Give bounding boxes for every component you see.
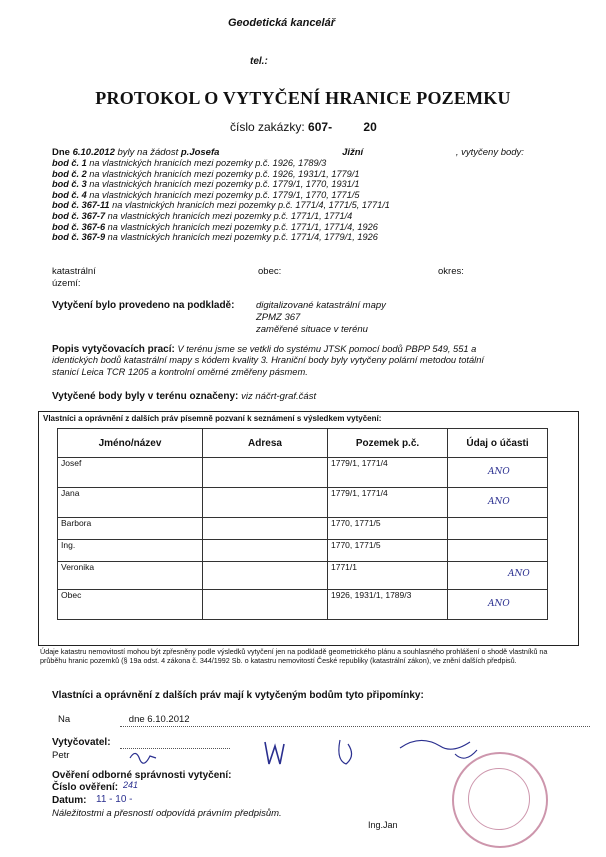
basis-item: zaměřené situace v terénu xyxy=(256,324,368,335)
owner-participation xyxy=(448,488,548,518)
point-desc: na vlastnických hranicích mezi pozemky p.č. 1771/1, 1771/4 xyxy=(107,210,353,221)
point-id: bod č. 3 xyxy=(52,179,87,190)
point-row xyxy=(52,200,390,211)
table-row xyxy=(58,518,548,540)
office-name: Geodetická kancelář xyxy=(228,17,336,29)
engineer-name: Ing.Jan xyxy=(368,820,398,830)
legal-note: Údaje katastru nemovitostí mohou být zpřesněny podle výsledků vytyčení jen na podkladě geometrického plánu a souhlasného prohlášení o shodě vlastníků na průběhu hranic pozemků (§ 19a odst. 4 zákona č. 344/1992 Sb. o katastru nemovitostí České republiky (katastrální zákon), ve znění dalších předpisů. xyxy=(40,647,548,665)
point-id: bod č. 367-7 xyxy=(52,210,106,221)
basis-item: digitalizované katastrální mapy xyxy=(256,300,386,311)
basis-item: ZPMZ 367 xyxy=(256,312,301,323)
signature-line xyxy=(120,726,590,727)
intro-tail: , vytyčeny body: xyxy=(455,147,524,158)
marking-value: viz náčrt-graf.část xyxy=(241,391,317,402)
owner-address xyxy=(203,488,328,518)
owner-name: Jana xyxy=(58,488,203,518)
owner-name: Veronika xyxy=(58,562,203,590)
surveyor-name: Petr xyxy=(52,750,70,761)
point-row xyxy=(52,190,390,201)
point-row xyxy=(52,158,390,169)
col-header-parcel: Pozemek p.č. xyxy=(328,429,448,458)
intro-line xyxy=(52,147,524,158)
cadastral-area-label: území: xyxy=(52,278,81,289)
owners-title: Vlastníci a oprávnění z dalších práv písemně pozvaní k seznámení s výsledkem vytyčení: xyxy=(43,414,382,423)
intro-text: byly na žádost xyxy=(117,147,179,158)
remarks-date: dne 6.10.2012 xyxy=(128,714,190,725)
owner-participation xyxy=(448,562,548,590)
cadastral-label: katastrální xyxy=(52,266,96,277)
owner-name: Josef xyxy=(58,458,203,488)
point-id: bod č. 4 xyxy=(52,189,87,200)
order-number-value: 607- xyxy=(308,120,333,134)
owner-address xyxy=(203,590,328,620)
verification-number-label: Číslo ověření: xyxy=(52,782,119,793)
table-row xyxy=(58,540,548,562)
remarks-place: Na xyxy=(58,714,71,725)
order-number xyxy=(230,120,377,134)
table-row xyxy=(58,562,548,590)
owner-parcel: 1771/1 xyxy=(328,562,448,590)
point-row xyxy=(52,211,390,222)
owner-address xyxy=(203,540,328,562)
owner-participation xyxy=(448,590,548,620)
description-line: identických bodů katastrální mapy s kódem kvality 3. Hraniční body byly vytyčeny polární metodou totální xyxy=(52,355,485,366)
col-header-name: Jméno/název xyxy=(58,429,203,458)
table-row xyxy=(58,488,548,518)
point-desc: na vlastnických hranicích mezi pozemky p.č. 1926, 1931/1, 1779/1 xyxy=(89,168,360,179)
point-id: bod č. 2 xyxy=(52,168,87,179)
order-number-label: číslo zakázky: xyxy=(230,120,305,134)
col-header-address: Adresa xyxy=(203,429,328,458)
point-desc: na vlastnických hranicích mezi pozemky p.č. 1771/1, 1771/4, 1926 xyxy=(107,221,378,232)
intro-date: 6.10.2012 xyxy=(72,147,115,158)
owners-header-row xyxy=(58,429,548,458)
points-list xyxy=(52,158,390,243)
owner-parcel: 1770, 1771/5 xyxy=(328,518,448,540)
point-row xyxy=(52,169,390,180)
owners-box xyxy=(38,411,579,646)
verification-footer: Náležitostmi a přesností odpovídá právním předpisům. xyxy=(52,808,282,819)
participation-handwritten: ANO xyxy=(488,467,510,477)
description-label: Popis vytyčovacích prací: xyxy=(52,344,175,355)
document-title: PROTOKOL O VYTYČENÍ HRANICE POZEMKU xyxy=(95,88,511,108)
order-year: 20 xyxy=(363,120,377,134)
table-row xyxy=(58,458,548,488)
point-id: bod č. 367-11 xyxy=(52,200,110,211)
intro-requester: p.Josefa xyxy=(180,147,220,158)
verification-number-value: 241 xyxy=(123,780,139,790)
verification-label: Ověření odborné správnosti vytyčení: xyxy=(52,770,232,781)
owner-address xyxy=(203,562,328,590)
owner-address xyxy=(203,518,328,540)
point-id: bod č. 1 xyxy=(52,158,87,168)
marking-line xyxy=(52,391,316,402)
owner-name: Ing. xyxy=(58,540,203,562)
remarks-place-date xyxy=(58,714,190,725)
description-paragraph xyxy=(52,344,562,378)
intro-dne: Dne xyxy=(52,147,70,158)
owner-participation xyxy=(448,540,548,562)
owner-parcel: 1770, 1771/5 xyxy=(328,540,448,562)
verification-date-value: 11 - 10 - xyxy=(96,794,133,805)
owner-name: Barbora xyxy=(58,518,203,540)
owner-parcel: 1779/1, 1771/4 xyxy=(328,458,448,488)
point-desc: na vlastnických hranicích mezi pozemky p.č. 1771/4, 1779/1, 1926 xyxy=(107,232,378,243)
marking-label: Vytyčené body byly v terénu označeny: xyxy=(52,391,239,402)
municipality-label: obec: xyxy=(258,266,282,277)
point-row xyxy=(52,179,390,190)
table-row xyxy=(58,590,548,620)
participation-handwritten: ANO xyxy=(488,497,510,507)
point-desc: na vlastnických hranicích mezi pozemky p.č. 1771/4, 1771/5, 1771/1 xyxy=(112,200,390,211)
col-header-participation: Údaj o účasti xyxy=(448,429,548,458)
owner-name: Obec xyxy=(58,590,203,620)
owner-participation xyxy=(448,458,548,488)
basis-label: Vytyčení bylo provedeno na podkladě: xyxy=(52,300,235,311)
owner-parcel: 1926, 1931/1, 1789/3 xyxy=(328,590,448,620)
district-label: okres: xyxy=(438,266,464,277)
participation-handwritten: ANO xyxy=(488,599,510,609)
owner-participation xyxy=(448,518,548,540)
point-row xyxy=(52,232,390,243)
point-desc: na vlastnických hranicích mezi pozemky p.č. 1779/1, 1770, 1771/5 xyxy=(89,189,360,200)
point-row xyxy=(52,222,390,233)
owner-parcel: 1779/1, 1771/4 xyxy=(328,488,448,518)
official-stamp xyxy=(452,752,548,848)
verification-date-label: Datum: xyxy=(52,795,87,806)
intro-street: Jižní xyxy=(342,147,364,158)
surveyor-label: Vytyčovatel: xyxy=(52,737,111,748)
point-desc: na vlastnických hranicích mezi pozemky p.č. 1779/1, 1770, 1931/1 xyxy=(89,179,360,190)
point-id: bod č. 367-6 xyxy=(52,221,106,232)
participation-handwritten: ANO xyxy=(508,569,530,579)
owner-address xyxy=(203,458,328,488)
phone-label: tel.: xyxy=(250,56,268,67)
description-line: stanicí Leica TCR 1205 a kontrolní oměrné změřeny pásmem. xyxy=(52,366,308,377)
point-desc: na vlastnických hranicích mezi pozemky p.č. 1926, 1789/3 xyxy=(89,158,327,168)
point-id: bod č. 367-9 xyxy=(52,232,106,243)
description-line: V terénu jsme se vetkli do systému JTSK pomocí bodů PBPP 549, 551 a xyxy=(177,344,477,354)
owners-table xyxy=(57,428,548,620)
remarks-label: Vlastníci a oprávnění z dalších práv mají k vytyčeným bodům tyto připomínky: xyxy=(52,690,424,701)
stamp-emblem xyxy=(468,768,530,830)
